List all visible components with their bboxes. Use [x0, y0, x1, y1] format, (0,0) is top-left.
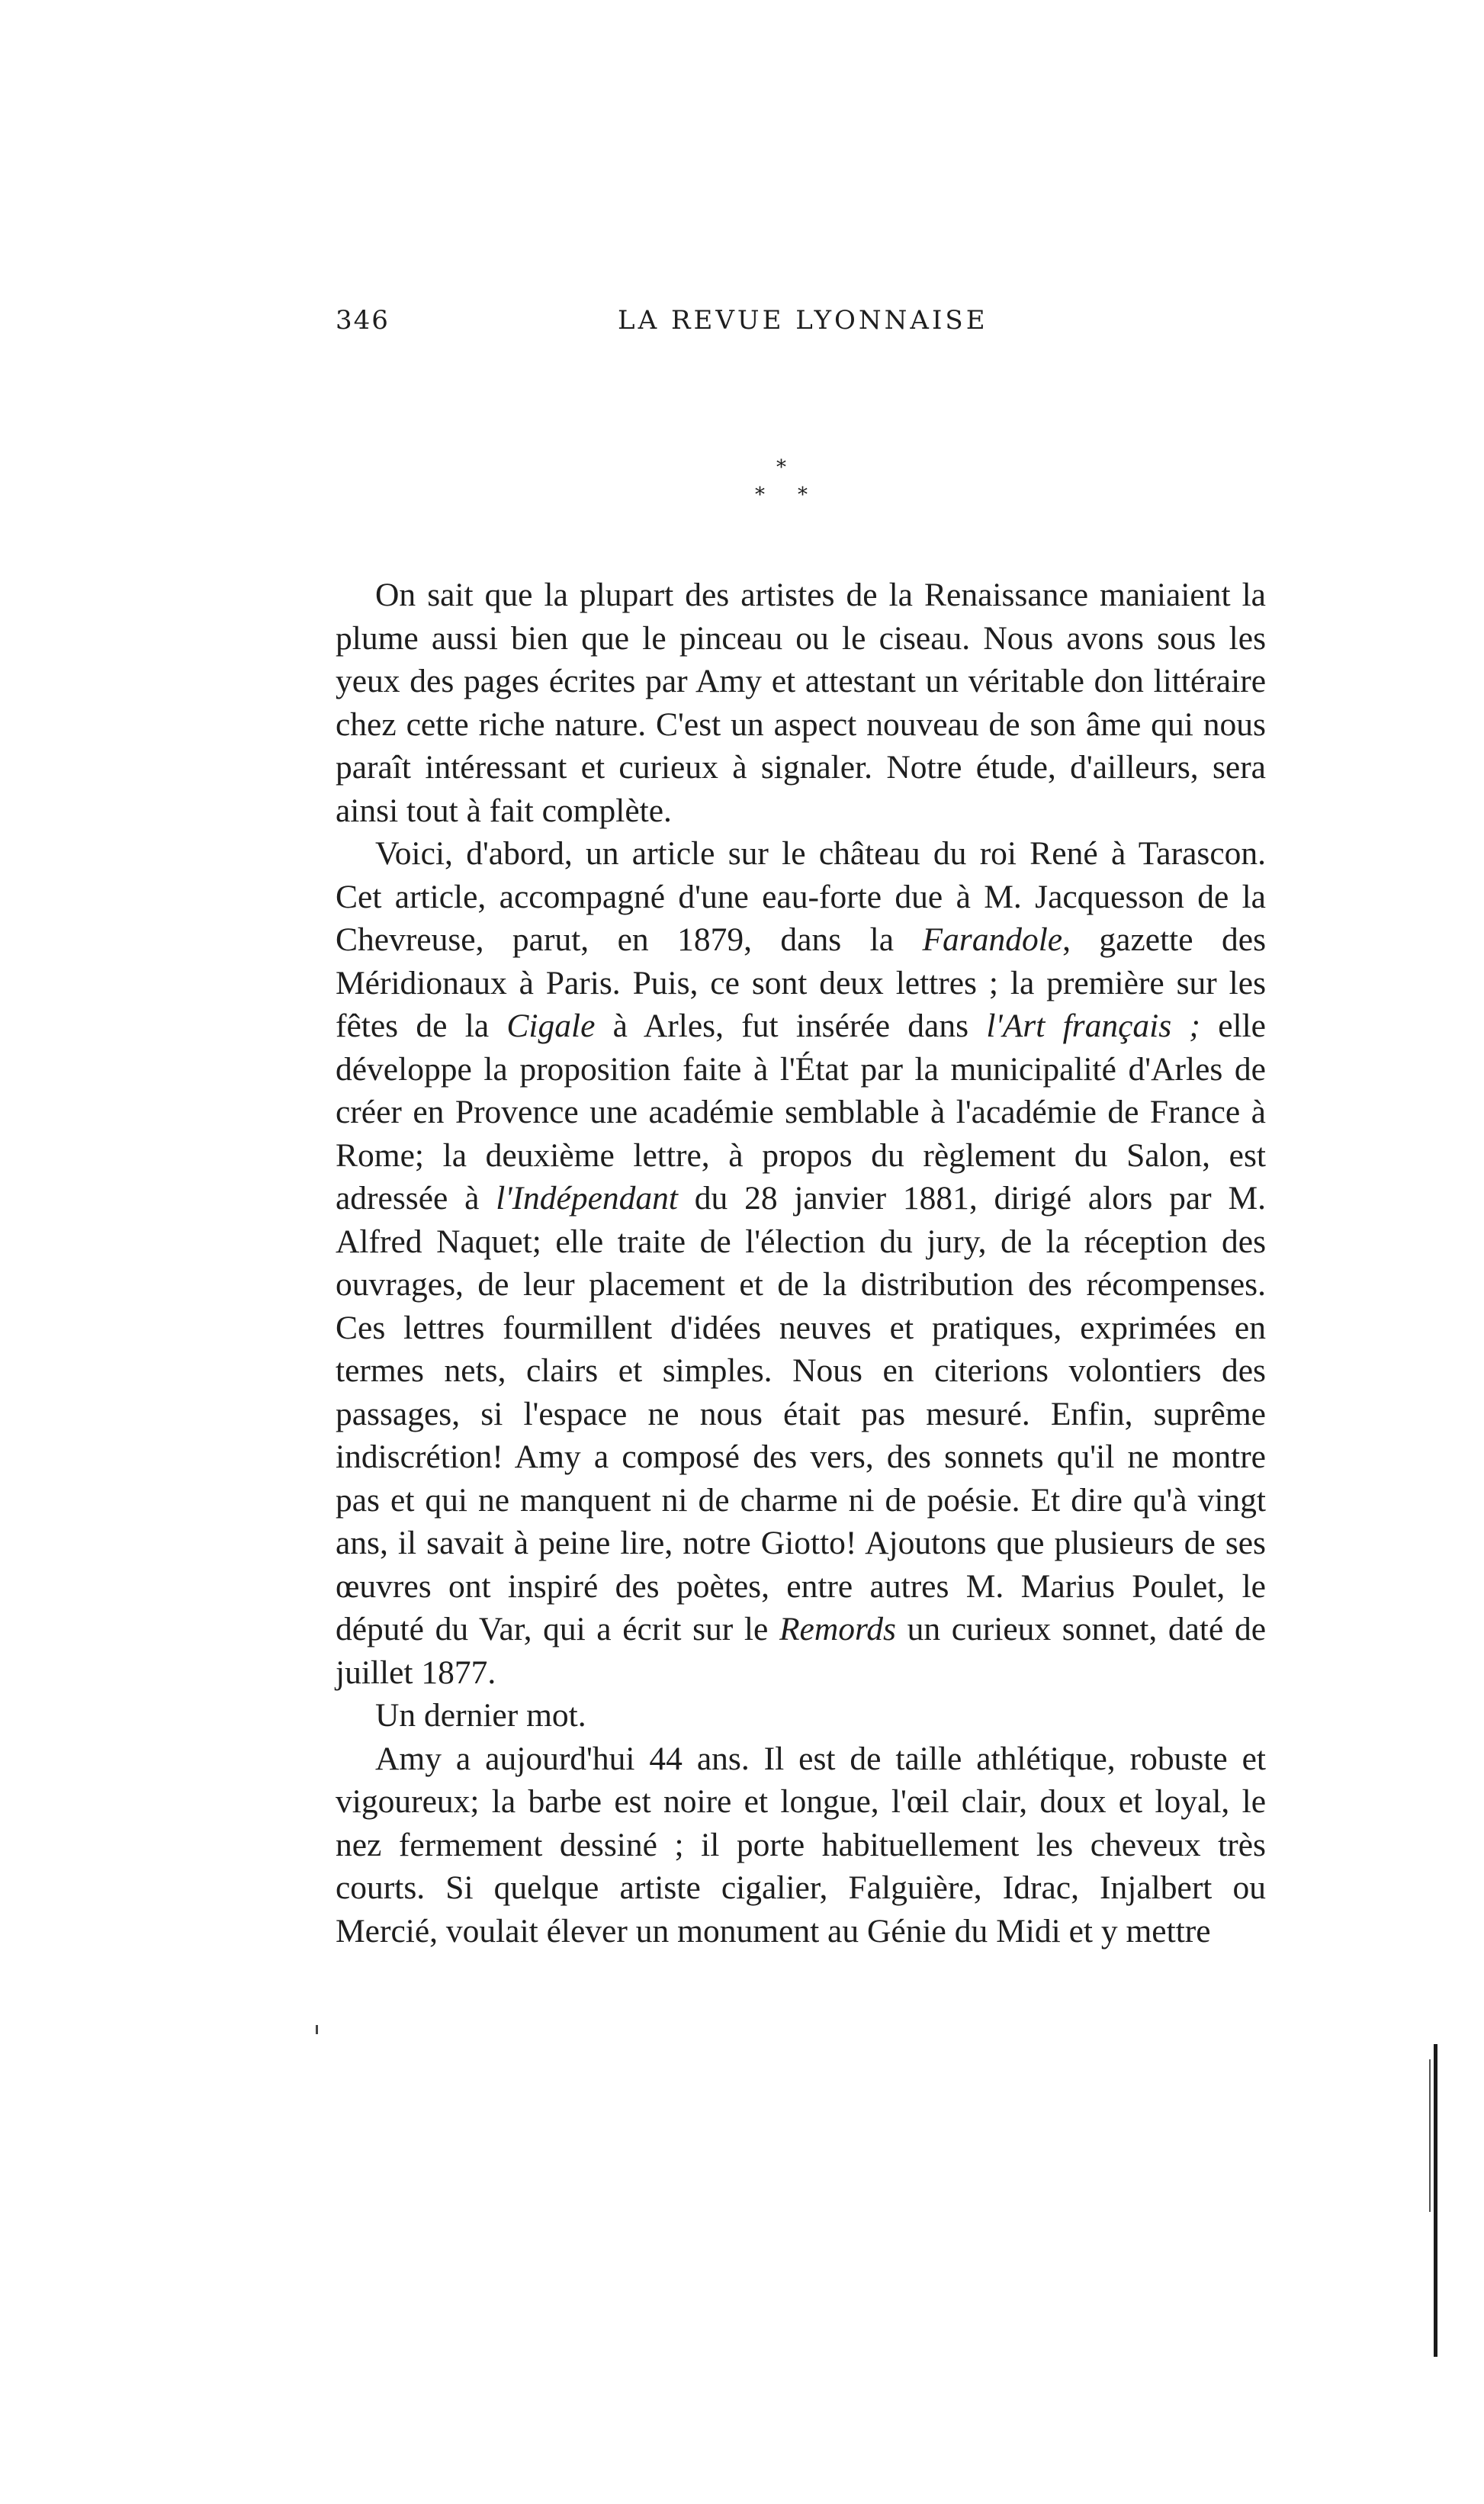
text-run: du 28 janvier 1881, dirigé alors par M. Alfred Naquet; elle traite de l'élection du jury, de la réception des ouvrages, de leur placement et de la distribution des récompenses. Ces lettres fourmillent d'idées neuves et pratiques, exprimées en termes nets, clairs et simples. Nous en citerions volontiers des passages, si l'espace ne nous était pas mesuré. Enfin, suprême indiscrétion! Amy a composé des vers, des sonnets qu'il ne montre pas et qui ne manquent ni de charme ni de poésie. Et dire qu'à vingt ans, il savait à peine lire, notre Giotto! Ajoutons que plusieurs de ses œuvres ont inspiré des poètes, entre autres M. Marius Poulet, le député du Var, qui a écrit sur le — [336, 1180, 1266, 1647]
page-edge-shadow — [1434, 2044, 1437, 2357]
text-run: Un dernier mot. — [375, 1697, 586, 1734]
italic-title: l'Indépendant — [496, 1180, 679, 1217]
body-text — [336, 574, 1266, 1953]
running-title: LA REVUE LYONNAISE — [618, 305, 988, 336]
text-run: Amy a aujourd'hui 44 ans. Il est de taille athlétique, robuste et vigoureux; la barbe est noire et longue, l'œil clair, doux et loyal, le nez fermement dessiné ; il porte habituellement les cheveux très courts. Si quelque artiste cigalier, Falguière, Idrac, Injalbert ou Mercié, voulait élever un monument au Génie du Midi et y mettre — [336, 1740, 1266, 1950]
margin-mark — [316, 2025, 318, 2034]
text-run: On sait que la plupart des artistes de la Renaissance maniaient la plume aussi bien que le pinceau ou le ciseau. Nous avons sous les yeux des pages écrites par Amy et attestant un véritable don littéraire chez cette riche nature. C'est un aspect nouveau de son âme qui nous paraît intéressant et curieux à signaler. Notre étude, d'ailleurs, sera ainsi tout à fait complète. — [336, 577, 1266, 829]
page-number: 346 — [336, 305, 390, 336]
italic-title: l'Art français ; — [986, 1008, 1200, 1044]
paragraph — [336, 574, 1266, 832]
asterism-star-left: * — [755, 484, 765, 506]
italic-title: Cigale — [506, 1008, 596, 1044]
asterism-star-right: * — [798, 484, 808, 506]
asterism-star-top: * — [776, 456, 786, 479]
page-header — [336, 305, 1266, 343]
text-run: , gazette des Méridionaux à Paris. Puis, ce sont deux lettres ; la première sur les fêtes de la — [336, 921, 1267, 1044]
text-run: à Arles, fut insérée dans — [595, 1008, 987, 1044]
asterism-separator — [755, 458, 816, 511]
page-edge-shadow-thin — [1429, 2059, 1431, 2212]
paragraph — [336, 832, 1266, 1694]
italic-title: Remords — [779, 1611, 896, 1647]
paragraph — [336, 1737, 1266, 1953]
italic-title: Farandole — [922, 921, 1063, 958]
paragraph — [336, 1694, 1266, 1737]
text-run: elle développe la proposition faite à l'État par la municipalité d'Arles de créer en Provence une académie semblable à l'académie de France à Rome; la deuxième lettre, à propos du règlement du Salon, est adressée à — [336, 1008, 1266, 1217]
text-run: Voici, d'abord, un article sur le château du roi René à Tarascon. Cet article, accompagné d'une eau-forte due à M. Jacquesson de la Chevreuse, parut, en 1879, dans la — [336, 835, 1266, 958]
text-run: un curieux sonnet, daté de juillet 1877. — [336, 1611, 1267, 1691]
